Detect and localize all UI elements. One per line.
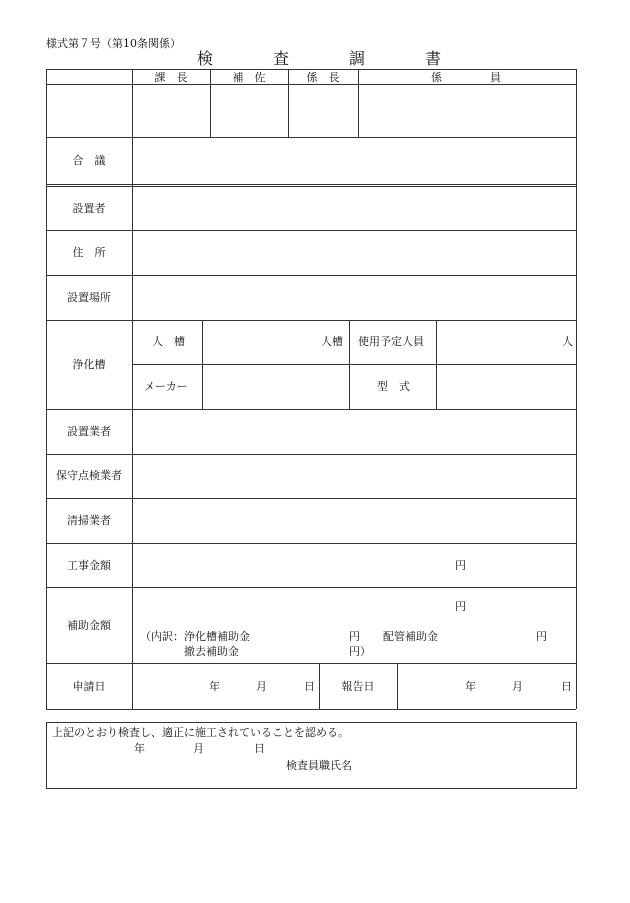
col-line bbox=[576, 69, 577, 709]
seiso-gyosha-field[interactable] bbox=[133, 499, 575, 542]
stamp-box-hosa[interactable] bbox=[211, 85, 287, 136]
hokoku-nen: 年 bbox=[465, 680, 476, 693]
inspector-name-label: 検査員職氏名 bbox=[286, 759, 352, 772]
label-shiyo-yotei: 使用予定人員 bbox=[358, 335, 424, 348]
label-shinsei-bi: 申請日 bbox=[72, 680, 106, 693]
uchiwake-jokaso-yen: 円 bbox=[349, 630, 360, 643]
title-char-4: 書 bbox=[425, 49, 442, 68]
shinsei-nen: 年 bbox=[209, 680, 220, 693]
hokoku-hi: 日 bbox=[561, 680, 572, 693]
header-hosa: 補 佐 bbox=[232, 71, 266, 84]
setchi-basho-field[interactable] bbox=[133, 276, 575, 319]
jusho-field[interactable] bbox=[133, 231, 575, 274]
col-line bbox=[202, 320, 203, 409]
uchiwake-tekkyo: 撤去補助金 bbox=[184, 645, 239, 658]
header-kakariin-2: 員 bbox=[490, 71, 501, 84]
label-ninso: 人 槽 bbox=[152, 335, 185, 348]
hoshu-tenken-field[interactable] bbox=[133, 455, 575, 497]
hojo-yen: 円 bbox=[455, 600, 466, 613]
uchiwake-haikan: 配管補助金 bbox=[383, 630, 438, 643]
col-line bbox=[397, 663, 398, 709]
shinsei-hi: 日 bbox=[304, 680, 315, 693]
label-katashiki: 型 式 bbox=[377, 380, 410, 393]
label-setchi-basho: 設置場所 bbox=[67, 291, 111, 304]
setchi-gyosha-field[interactable] bbox=[133, 410, 575, 453]
certification-statement: 上記のとおり検査し、適正に施工されていることを認める。 bbox=[52, 726, 349, 739]
row-line bbox=[132, 364, 576, 365]
col-line bbox=[349, 320, 350, 409]
row-line bbox=[46, 69, 576, 70]
form-number: 様式第７号（第10条関係） bbox=[46, 37, 181, 50]
title-char-3: 調 bbox=[349, 49, 366, 68]
cert-nen: 年 bbox=[134, 742, 145, 755]
label-seiso-gyosha: 清掃業者 bbox=[67, 514, 111, 527]
uchiwake-tekkyo-yen: 円） bbox=[349, 645, 371, 658]
label-setchisha: 設置者 bbox=[72, 202, 106, 215]
label-jokaso: 浄化槽 bbox=[72, 358, 106, 371]
cert-hi: 日 bbox=[254, 742, 265, 755]
nin-unit: 人 bbox=[562, 335, 573, 348]
label-hojo-kingaku: 補助金額 bbox=[67, 619, 111, 632]
row-line bbox=[46, 320, 576, 321]
shinsei-tsuki: 月 bbox=[256, 680, 267, 693]
label-hokoku-bi: 報告日 bbox=[341, 680, 375, 693]
header-kacho: 課 長 bbox=[154, 71, 188, 84]
row-line bbox=[46, 543, 576, 544]
label-setchi-gyosha: 設置業者 bbox=[67, 425, 111, 438]
gougi-field[interactable] bbox=[133, 138, 575, 183]
uchiwake-jokaso: （内訳：浄化槽補助金 bbox=[140, 630, 250, 643]
setchisha-field[interactable] bbox=[133, 187, 575, 229]
label-koji-kingaku: 工事金額 bbox=[67, 559, 111, 572]
title-char-1: 検 bbox=[197, 49, 214, 68]
row-line bbox=[46, 184, 576, 185]
header-kakariin-1: 係 bbox=[431, 71, 442, 84]
stamp-box-kakariin[interactable] bbox=[359, 85, 575, 136]
uchiwake-haikan-yen: 円 bbox=[536, 630, 547, 643]
label-jusho: 住 所 bbox=[72, 246, 106, 259]
label-maker: メーカー bbox=[144, 380, 188, 393]
header-kakaricho: 係 長 bbox=[306, 71, 340, 84]
row-line bbox=[46, 587, 576, 588]
label-hoshu-tenken: 保守点検業者 bbox=[56, 469, 122, 482]
stamp-box-kacho[interactable] bbox=[133, 85, 209, 136]
koji-yen: 円 bbox=[455, 559, 466, 572]
ninso-unit: 人槽 bbox=[321, 335, 343, 348]
stamp-box-kakaricho[interactable] bbox=[289, 85, 357, 136]
row-line bbox=[46, 709, 576, 710]
hokoku-tsuki: 月 bbox=[512, 680, 523, 693]
row-line bbox=[46, 663, 576, 664]
title-char-2: 査 bbox=[273, 49, 290, 68]
col-line bbox=[436, 320, 437, 409]
cert-tsuki: 月 bbox=[193, 742, 204, 755]
label-gougi: 合 議 bbox=[72, 154, 106, 167]
